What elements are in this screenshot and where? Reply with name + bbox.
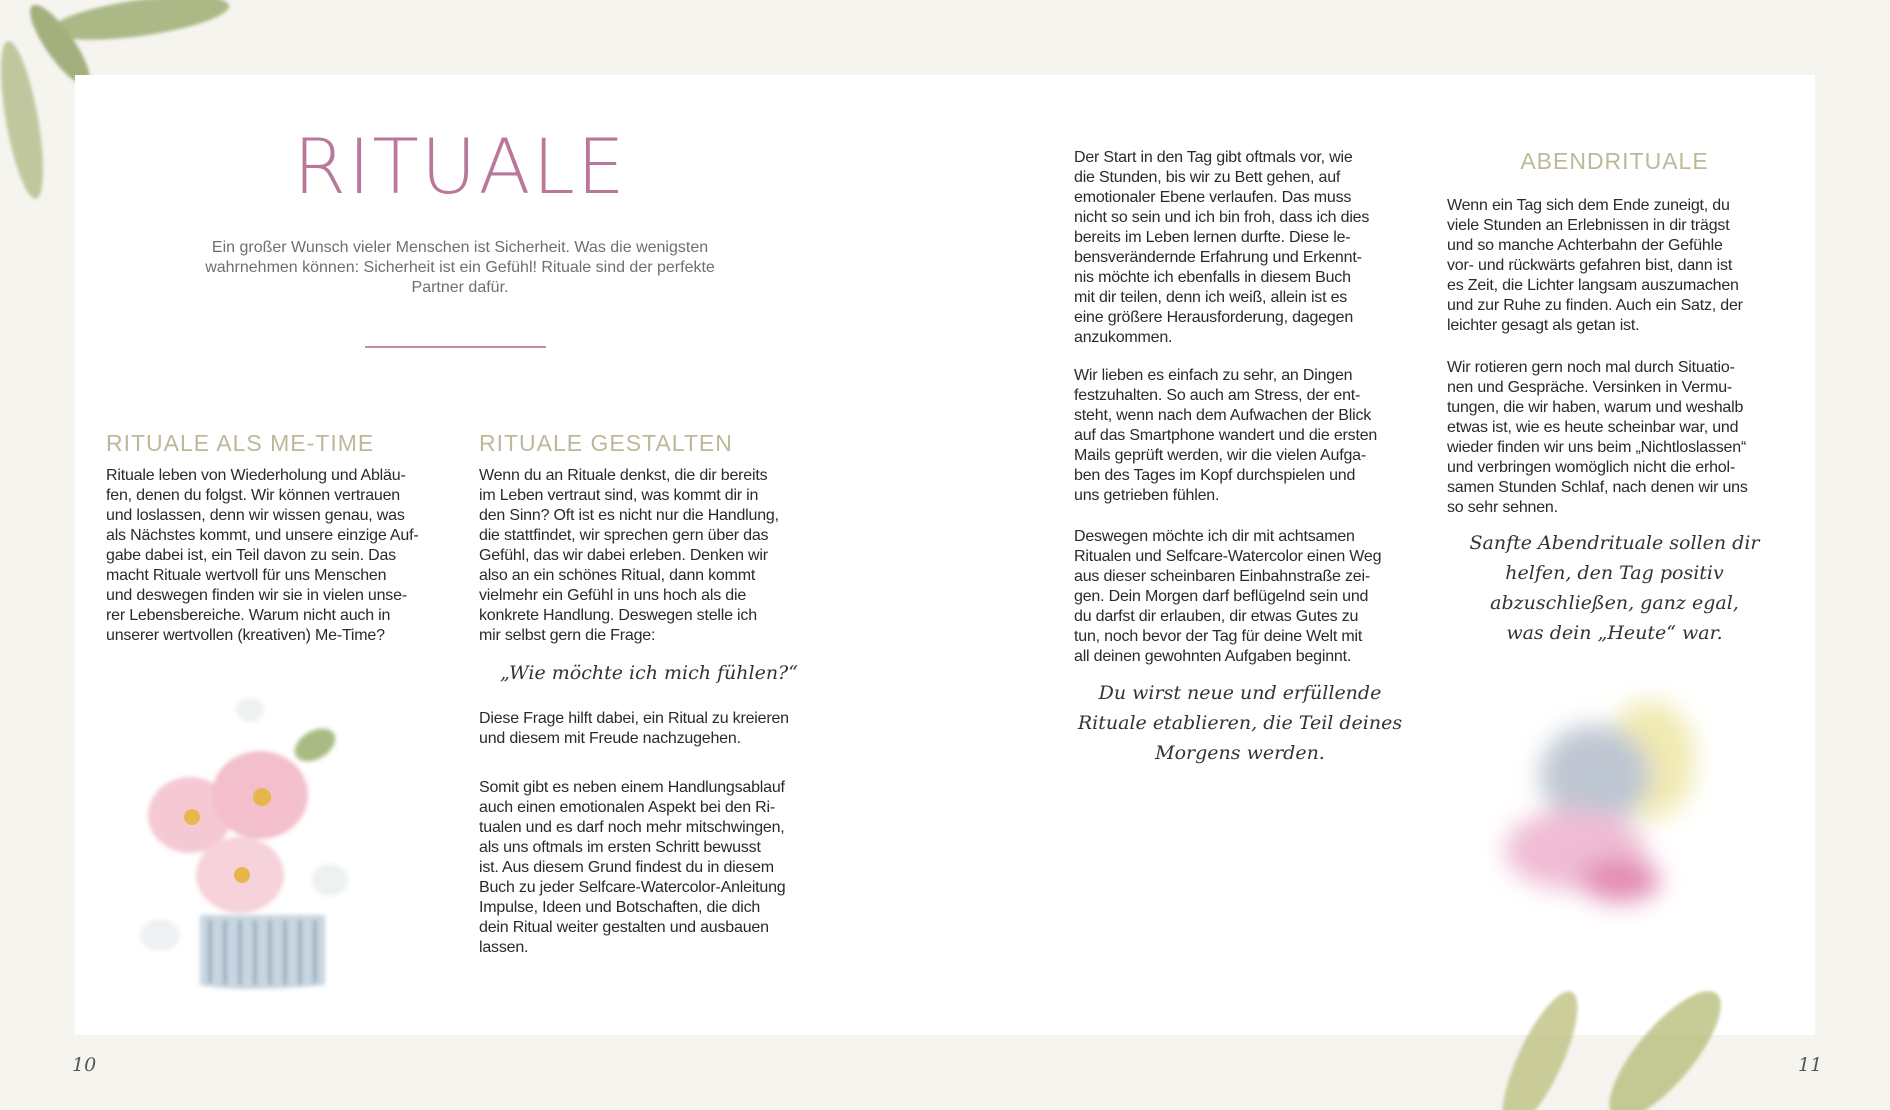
paragraph-gestalten-3: Somit gibt es neben einem Handlungsablauf auch einen emotionalen Aspekt bei den Ri- tualen und es darf noch mehr mitschwingen, als uns oftmals im ersten Schritt bewusst ist. Aus diesem Grund findest du in diesem Buch zu jeder Selfcare-Watercolor-Anleitung Impulse, Ideen und Botschaften, die dich dein Ritual weiter gestalten und ausbauen lassen. (479, 779, 786, 956)
quote-morgen: Du wirst neue und erfüllende Rituale etablieren, die Teil deines Morgens werden. (1077, 682, 1403, 764)
intro-text: Ein großer Wunsch vieler Menschen ist Sicherheit. Was die wenigsten wahrnehmen können: Sicherheit ist ein Gefühl! Rituale sind der perfekte Partner dafür. (205, 239, 715, 296)
watercolor-splash (1480, 680, 1740, 930)
paragraph-achtsam: Deswegen möchte ich dir mit achtsamen Ritualen und Selfcare-Watercolor einen Weg aus dieser scheinbaren Einbahnstraße zei- gen. Dein Morgen darf beflügelnd sein und du darfst dir erlauben, dir etwas Gutes zu tun, noch bevor der Tag für deine Welt mit all deinen gewohnten Aufgaben beginnt. (1074, 528, 1382, 665)
page-title: RITUALE (293, 122, 627, 211)
paragraph-abend-1: Wenn ein Tag sich dem Ende zuneigt, du viele Stunden an Erlebnissen in dir trägst und so manche Achterbahn der Gefühle vor- und rückwärts gefahren bist, dann ist es Zeit, die Lichter langsam auszumachen und zur Ruhe zu finden. Auch ein Satz, der leichter gesagt als getan ist. (1447, 197, 1743, 334)
heading-abendrituale: ABENDRITUALE (1520, 148, 1709, 174)
paragraph-gestalten-1: Wenn du an Rituale denkst, die dir bereits im Leben vertraut sind, was kommt dir in den Sinn? Oft ist es nicht nur die Handlung, die stattfindet, wir sprechen gern über das Gefühl, das wir dabei erleben. Denken wir also an ein schönes Ritual, dann kommt vielmehr ein Gefühl in uns hoch als die konkrete Handlung. Deswegen stelle ich mir selbst gern die Frage: (479, 467, 779, 644)
paragraph-me-time: Rituale leben von Wiederholung und Abläu- fen, denen du folgst. Wir können vertrauen und loslassen, denn wir wissen genau, was als Nächstes kommt, und unsere einzige Auf- gabe dabei ist, ein Teil davon zu sein. Das macht Rituale wertvoll für uns Menschen und deswegen finden wir sie in vielen unse- rer Lebensbereiche. Warum nicht auch in unserer wertvollen (kreativen) Me-Time? (106, 467, 419, 644)
quote-abend: Sanfte Abendrituale sollen dir helfen, den Tag positiv abzuschließen, ganz egal, was dein „Heute“ war. (1469, 532, 1760, 644)
divider-line (365, 346, 546, 348)
paragraph-gestalten-2: Diese Frage hilft dabei, ein Ritual zu kreieren und diesem mit Freude nachzugehen. (479, 710, 789, 747)
leaves-illustration-bottom-right (1480, 985, 1760, 1110)
flower-vase-illustration (110, 685, 360, 995)
page-number-left: 10 (72, 1054, 97, 1076)
heading-me-time: RITUALE ALS ME-TIME (106, 430, 375, 456)
paragraph-start-tag: Der Start in den Tag gibt oftmals vor, wie die Stunden, bis wir zu Bett gehen, auf emotionaler Ebene verlaufen. Das muss nicht so sein und ich bin froh, dass ich dies bereits im Leben lernen durfte. Diese le- bensverändernde Erfahrung und Erkennt- nis möchte ich ebenfalls in diesem Buch mit dir teilen, denn ich weiß, allein ist es eine größere Herausforderung, dagegen anzukommen. (1074, 149, 1370, 346)
quote-wie-fuehlen: „Wie möchte ich mich fühlen?“ (500, 662, 798, 684)
paragraph-abend-2: Wir rotieren gern noch mal durch Situatio- nen und Gespräche. Versinken in Vermu- tungen, die wir haben, warum und weshalb etwas ist, wie es heute scheinbar war, und wieder finden wir uns beim „Nichtloslassen“ und verbringen womöglich nicht die erhol- samen Stunden Schlaf, nach denen wir uns so sehr sehnen. (1447, 359, 1748, 516)
page-number-right: 11 (1798, 1054, 1823, 1076)
heading-gestalten: RITUALE GESTALTEN (479, 430, 733, 456)
paragraph-stress: Wir lieben es einfach zu sehr, an Dingen festzuhalten. So auch am Stress, der ent- steht, wenn nach dem Aufwachen der Blick auf das Smartphone wandert und die ersten Mails geprüft werden, wir die vielen Aufga- ben des Tages im Kopf durchspielen und uns getrieben fühlen. (1074, 367, 1378, 504)
